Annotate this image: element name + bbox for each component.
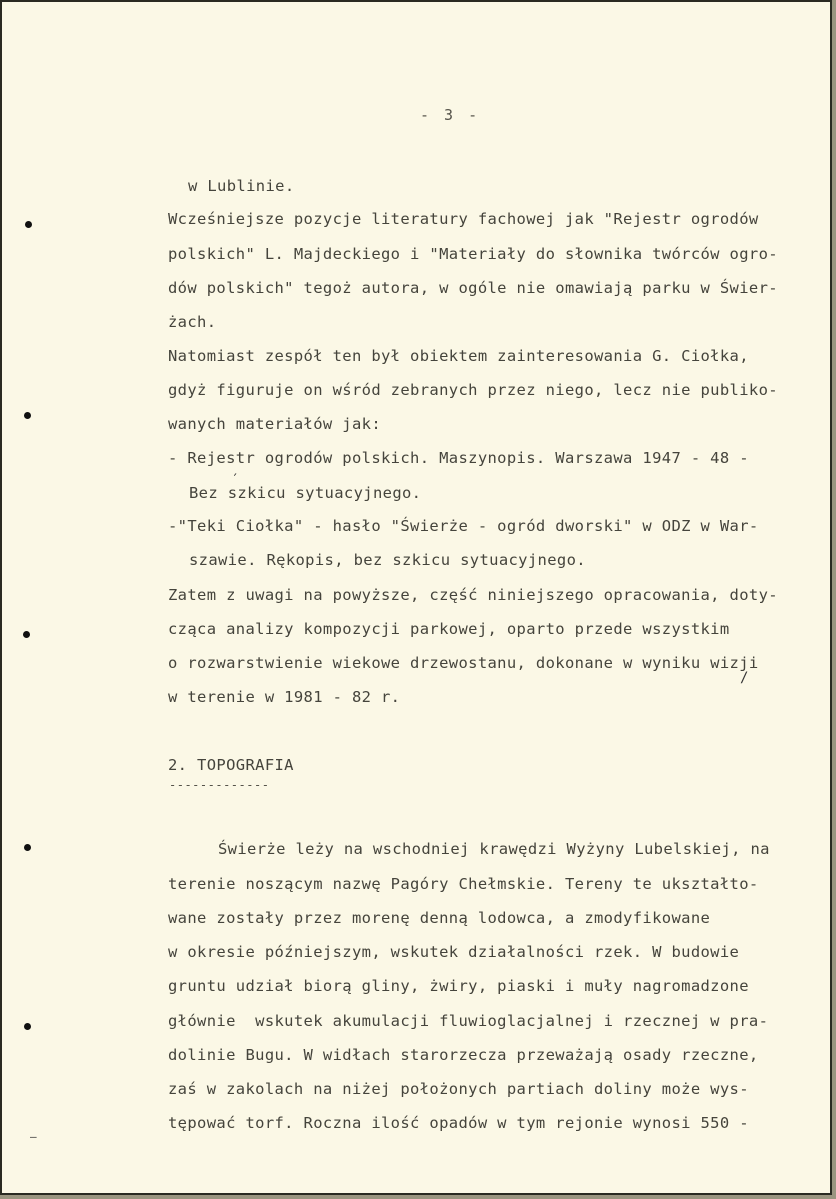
body-line-14: cząca analizy kompozycji parkowej, oparto przede wszystkim (168, 620, 730, 638)
body-line-2: Wcześniejsze pozycje literatury fachowej jak "Rejestr ogrodów (168, 210, 759, 228)
section-line-4: w okresie późniejszym, wskutek działalności rzek. W budowie (168, 943, 740, 961)
body-line-4: dów polskich" tegoż autora, w ogóle nie omawiają parku w Świer- (168, 279, 778, 297)
body-line-1: w Lublinie. (188, 177, 295, 195)
pen-tick-mark: / (740, 670, 749, 686)
body-line-3: polskich" L. Majdeckiego i "Materiały do słownika twórców ogro- (168, 245, 778, 263)
section-line-9: tępować torf. Roczna ilość opadów w tym rejonie wynosi 550 - (168, 1114, 749, 1132)
section-line-6: głównie wskutek akumulacji fluwioglacjalnej i rzecznej w pra- (168, 1012, 769, 1030)
body-line-12: szawie. Rękopis, bez szkicu sytuacyjnego. (189, 551, 586, 569)
body-line-9: - Rejestr ogrodów polskich. Maszynopis. Warszawa 1947 - 48 - (168, 449, 749, 467)
page-number: - 3 - (420, 106, 481, 124)
section-heading: 2. TOPOGRAFIA (168, 756, 294, 774)
section-line-8: zaś w zakolach na niżej położonych partiach doliny może wys- (168, 1080, 749, 1098)
body-line-16: w terenie w 1981 - 82 r. (168, 688, 401, 706)
punch-hole (24, 1023, 31, 1030)
punch-hole (24, 844, 31, 851)
punch-hole (24, 412, 31, 419)
body-line-10: Bez szkicu sytuacyjnego. (189, 484, 422, 502)
body-line-5: żach. (168, 313, 217, 331)
section-line-3: wane zostały przez morenę denną lodowca, a zmodyfikowane (168, 909, 711, 927)
pen-tick-mark: — (30, 1130, 37, 1143)
section-line-7: dolinie Bugu. W widłach starorzecza przeważają osady rzeczne, (168, 1046, 759, 1064)
body-line-8: wanych materiałów jak: (168, 415, 381, 433)
punch-hole (25, 221, 32, 228)
pen-tick-mark: ′ (231, 472, 240, 488)
body-line-7: gdyż figuruje on wśród zebranych przez niego, lecz nie publiko- (168, 381, 778, 399)
body-line-6: Natomiast zespół ten był obiektem zainteresowania G. Ciołka, (168, 347, 749, 365)
body-line-15: o rozwarstwienie wiekowe drzewostanu, dokonane w wyniku wizji (168, 654, 759, 672)
body-line-13: Zatem z uwagi na powyższe, część niniejszego opracowania, doty- (168, 586, 778, 604)
punch-hole (23, 631, 30, 638)
section-line-2: terenie noszącym nazwę Pagóry Chełmskie. Tereny te ukształto- (168, 875, 759, 893)
section-heading-underline: ------------- (169, 778, 270, 792)
section-line-1: Świerże leży na wschodniej krawędzi Wyżyny Lubelskiej, na (218, 840, 770, 858)
body-line-11: -"Teki Ciołka" - hasło "Świerże - ogród dworski" w ODZ w War- (168, 517, 759, 535)
section-line-5: gruntu udział biorą gliny, żwiry, piaski i muły nagromadzone (168, 977, 749, 995)
